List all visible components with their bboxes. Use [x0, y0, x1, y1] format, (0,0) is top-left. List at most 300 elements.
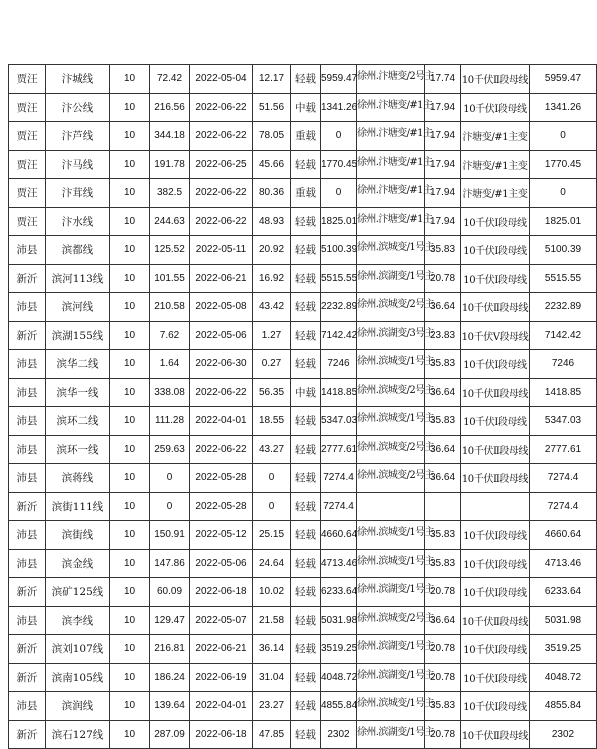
transformer-cell: 徐州.汴塘变/#1主 [357, 93, 425, 122]
date-cell: 2022-06-25 [190, 150, 253, 179]
spare-capacity-cell: 6233.64 [321, 578, 357, 607]
load-status-cell: 轻载 [291, 549, 321, 578]
load-status-cell: 轻载 [291, 293, 321, 322]
date-cell: 2022-05-07 [190, 606, 253, 635]
current-cell: 1.64 [150, 350, 190, 379]
district-cell: 沛县 [9, 378, 46, 407]
current-cell: 60.09 [150, 578, 190, 607]
transformer-cell: 徐州.滨湖变/3号主 [357, 321, 425, 350]
bus-cell: 10千伏Ⅴ段母线 [461, 321, 530, 350]
voltage-cell: 10 [110, 264, 150, 293]
line-name-cell: 滨矿125线 [46, 578, 110, 607]
transformer-cell: 徐州.汴塘变/#1主 [357, 150, 425, 179]
capacity-cell: 7142.42 [530, 321, 597, 350]
district-cell: 贾汪 [9, 93, 46, 122]
bus-cell: 10千伏Ⅰ段母线 [461, 692, 530, 721]
line-name-cell: 滨湖155线 [46, 321, 110, 350]
current-cell: 244.63 [150, 207, 190, 236]
load-status-cell: 轻载 [291, 321, 321, 350]
current-cell: 139.64 [150, 692, 190, 721]
line-name-cell: 滨街111线 [46, 492, 110, 521]
table-row [9, 264, 597, 293]
date-cell: 2022-05-28 [190, 464, 253, 493]
spare-capacity-cell: 7274.4 [321, 464, 357, 493]
current-cell: 147.86 [150, 549, 190, 578]
table-row [9, 521, 597, 550]
bus-cell: 10千伏Ⅰ段母线 [461, 578, 530, 607]
voltage-cell: 10 [110, 378, 150, 407]
load-rate-cell: 0 [253, 492, 291, 521]
spare-capacity-cell: 1418.85 [321, 378, 357, 407]
spare-capacity-cell: 2302 [321, 720, 357, 749]
line-name-cell: 滨石127线 [46, 720, 110, 749]
load-status-cell: 轻载 [291, 464, 321, 493]
spare-capacity-cell: 0 [321, 179, 357, 208]
date-cell: 2022-06-18 [190, 578, 253, 607]
capacity-cell: 4855.84 [530, 692, 597, 721]
line-name-cell: 汴公线 [46, 93, 110, 122]
date-cell: 2022-05-06 [190, 321, 253, 350]
table-row [9, 179, 597, 208]
table-row [9, 435, 597, 464]
table-row [9, 578, 597, 607]
date-cell: 2022-06-18 [190, 720, 253, 749]
current-cell: 210.58 [150, 293, 190, 322]
transformer-cell: 徐州.汴塘变/#1主 [357, 207, 425, 236]
load-rate-cell: 80.36 [253, 179, 291, 208]
load-status-cell: 中载 [291, 378, 321, 407]
transformer-cell: 徐州.滨湖变/1号主 [357, 264, 425, 293]
voltage-cell: 10 [110, 65, 150, 94]
load-status-cell: 轻载 [291, 65, 321, 94]
bus-cell: 10千伏Ⅰ段母线 [461, 264, 530, 293]
voltage-cell: 10 [110, 720, 150, 749]
date-cell: 2022-06-30 [190, 350, 253, 379]
line-name-cell: 滨华二线 [46, 350, 110, 379]
district-cell: 沛县 [9, 692, 46, 721]
transformer-load-cell: 35.83 [425, 236, 461, 265]
load-rate-cell: 0 [253, 464, 291, 493]
line-name-cell: 滨南105线 [46, 663, 110, 692]
line-name-cell: 滨都线 [46, 236, 110, 265]
spare-capacity-cell: 5959.47 [321, 65, 357, 94]
table-row [9, 464, 597, 493]
voltage-cell: 10 [110, 435, 150, 464]
current-cell: 287.09 [150, 720, 190, 749]
load-status-cell: 轻载 [291, 150, 321, 179]
capacity-cell: 5100.39 [530, 236, 597, 265]
table-row [9, 350, 597, 379]
transformer-load-cell: 20.78 [425, 720, 461, 749]
spare-capacity-cell: 5100.39 [321, 236, 357, 265]
load-status-cell: 轻载 [291, 435, 321, 464]
bus-cell: 10千伏Ⅰ段母线 [461, 93, 530, 122]
bus-cell: 10千伏Ⅰ段母线 [461, 635, 530, 664]
table-row [9, 720, 597, 749]
date-cell: 2022-05-04 [190, 65, 253, 94]
table-row [9, 122, 597, 151]
voltage-cell: 10 [110, 492, 150, 521]
transformer-cell: 徐州.汴塘变/2号主 [357, 65, 425, 94]
district-cell: 沛县 [9, 606, 46, 635]
transformer-cell: 徐州.滨湖变/1号主 [357, 663, 425, 692]
capacity-cell: 7246 [530, 350, 597, 379]
district-cell: 沛县 [9, 521, 46, 550]
transformer-cell: 徐州.滨城变/1号主 [357, 407, 425, 436]
district-cell: 新沂 [9, 321, 46, 350]
transformer-cell: 徐州.滨城变/2号主 [357, 606, 425, 635]
table-row [9, 606, 597, 635]
load-status-cell: 轻载 [291, 492, 321, 521]
spare-capacity-cell: 1341.26 [321, 93, 357, 122]
transformer-load-cell: 20.78 [425, 264, 461, 293]
spare-capacity-cell: 5347.03 [321, 407, 357, 436]
current-cell: 0 [150, 464, 190, 493]
bus-cell: 10千伏Ⅱ段母线 [461, 435, 530, 464]
load-status-cell: 重载 [291, 179, 321, 208]
table-body [9, 65, 597, 749]
district-cell: 新沂 [9, 635, 46, 664]
spare-capacity-cell: 5515.55 [321, 264, 357, 293]
transformer-load-cell: 35.83 [425, 521, 461, 550]
table-row [9, 635, 597, 664]
current-cell: 191.78 [150, 150, 190, 179]
transformer-load-cell: 17.74 [425, 65, 461, 94]
voltage-cell: 10 [110, 578, 150, 607]
spare-capacity-cell: 5031.98 [321, 606, 357, 635]
transformer-cell: 徐州.滨城变/1号主 [357, 350, 425, 379]
transformer-load-cell: 36.64 [425, 464, 461, 493]
date-cell: 2022-05-12 [190, 521, 253, 550]
voltage-cell: 10 [110, 350, 150, 379]
spare-capacity-cell: 4855.84 [321, 692, 357, 721]
load-status-cell: 轻载 [291, 207, 321, 236]
transformer-cell: 徐州.滨城变/2号主 [357, 293, 425, 322]
transformer-cell: 徐州.滨城变/1号主 [357, 236, 425, 265]
spare-capacity-cell: 2777.61 [321, 435, 357, 464]
transformer-cell: 徐州.滨湖变/1号主 [357, 578, 425, 607]
capacity-cell: 4713.46 [530, 549, 597, 578]
district-cell: 贾汪 [9, 65, 46, 94]
transformer-load-cell: 17.94 [425, 122, 461, 151]
district-cell: 沛县 [9, 464, 46, 493]
transformer-cell: 徐州.汴塘变/#1主 [357, 179, 425, 208]
transformer-load-cell: 23.83 [425, 321, 461, 350]
district-cell: 沛县 [9, 549, 46, 578]
voltage-cell: 10 [110, 692, 150, 721]
load-rate-cell: 31.04 [253, 663, 291, 692]
transformer-cell: 徐州.滨城变/1号主 [357, 549, 425, 578]
transformer-load-cell: 36.64 [425, 435, 461, 464]
line-name-cell: 滨环一线 [46, 435, 110, 464]
district-cell: 贾汪 [9, 179, 46, 208]
load-status-cell: 轻载 [291, 521, 321, 550]
transformer-load-cell: 20.78 [425, 663, 461, 692]
current-cell: 259.63 [150, 435, 190, 464]
load-rate-cell: 18.55 [253, 407, 291, 436]
bus-cell [461, 492, 530, 521]
current-cell: 150.91 [150, 521, 190, 550]
date-cell: 2022-06-22 [190, 207, 253, 236]
transformer-cell: 徐州.滨湖变/1号主 [357, 635, 425, 664]
load-rate-cell: 1.27 [253, 321, 291, 350]
load-rate-cell: 10.02 [253, 578, 291, 607]
bus-cell: 汴塘变/#1主变 [461, 150, 530, 179]
load-rate-cell: 12.17 [253, 65, 291, 94]
load-rate-cell: 45.66 [253, 150, 291, 179]
voltage-cell: 10 [110, 464, 150, 493]
district-cell: 新沂 [9, 578, 46, 607]
spare-capacity-cell: 4660.64 [321, 521, 357, 550]
district-cell: 新沂 [9, 720, 46, 749]
bus-cell: 10千伏Ⅱ段母线 [461, 293, 530, 322]
date-cell: 2022-05-11 [190, 236, 253, 265]
load-rate-cell: 78.05 [253, 122, 291, 151]
line-name-cell: 滨刘107线 [46, 635, 110, 664]
table-row [9, 663, 597, 692]
transformer-load-cell: 35.83 [425, 407, 461, 436]
bus-cell: 10千伏Ⅱ段母线 [461, 378, 530, 407]
load-rate-cell: 36.14 [253, 635, 291, 664]
capacity-cell: 2302 [530, 720, 597, 749]
voltage-cell: 10 [110, 549, 150, 578]
voltage-cell: 10 [110, 236, 150, 265]
spare-capacity-cell: 7142.42 [321, 321, 357, 350]
current-cell: 111.28 [150, 407, 190, 436]
load-rate-cell: 51.56 [253, 93, 291, 122]
capacity-cell: 1418.85 [530, 378, 597, 407]
capacity-cell: 5959.47 [530, 65, 597, 94]
date-cell: 2022-06-22 [190, 122, 253, 151]
transformer-load-cell: 35.83 [425, 549, 461, 578]
transformer-load-cell: 20.78 [425, 578, 461, 607]
load-rate-cell: 16.92 [253, 264, 291, 293]
transformer-cell: 徐州.滨城变/2号主 [357, 464, 425, 493]
capacity-cell: 3519.25 [530, 635, 597, 664]
voltage-cell: 10 [110, 663, 150, 692]
load-rate-cell: 43.27 [253, 435, 291, 464]
transformer-load-cell: 36.64 [425, 378, 461, 407]
load-rate-cell: 43.42 [253, 293, 291, 322]
capacity-cell: 5515.55 [530, 264, 597, 293]
line-name-cell: 滨街线 [46, 521, 110, 550]
load-rate-cell: 47.85 [253, 720, 291, 749]
date-cell: 2022-06-22 [190, 179, 253, 208]
load-rate-cell: 24.64 [253, 549, 291, 578]
capacity-cell: 1770.45 [530, 150, 597, 179]
table-row [9, 492, 597, 521]
transformer-load-cell: 17.94 [425, 207, 461, 236]
current-cell: 344.18 [150, 122, 190, 151]
transformer-cell: 徐州.滨湖变/1号主 [357, 720, 425, 749]
bus-cell: 10千伏Ⅱ段母线 [461, 720, 530, 749]
transformer-load-cell: 36.64 [425, 293, 461, 322]
spare-capacity-cell: 1825.01 [321, 207, 357, 236]
capacity-cell: 0 [530, 179, 597, 208]
table-row [9, 293, 597, 322]
load-rate-cell: 56.35 [253, 378, 291, 407]
capacity-cell: 2232.89 [530, 293, 597, 322]
transformer-cell: 徐州.滨城变/2号主 [357, 378, 425, 407]
current-cell: 72.42 [150, 65, 190, 94]
transformer-cell: 徐州.汴塘变/#1主 [357, 122, 425, 151]
feeder-load-table [8, 64, 597, 749]
current-cell: 0 [150, 492, 190, 521]
spare-capacity-cell: 7246 [321, 350, 357, 379]
load-rate-cell: 20.92 [253, 236, 291, 265]
date-cell: 2022-05-06 [190, 549, 253, 578]
bus-cell: 10千伏Ⅱ段母线 [461, 65, 530, 94]
spare-capacity-cell: 2232.89 [321, 293, 357, 322]
table-row [9, 65, 597, 94]
district-cell: 贾汪 [9, 207, 46, 236]
line-name-cell: 滨环二线 [46, 407, 110, 436]
capacity-cell: 4048.72 [530, 663, 597, 692]
district-cell: 新沂 [9, 663, 46, 692]
date-cell: 2022-05-28 [190, 492, 253, 521]
current-cell: 338.08 [150, 378, 190, 407]
district-cell: 沛县 [9, 236, 46, 265]
line-name-cell: 滨华一线 [46, 378, 110, 407]
voltage-cell: 10 [110, 407, 150, 436]
load-rate-cell: 0.27 [253, 350, 291, 379]
transformer-cell: 徐州.滨城变/1号主 [357, 692, 425, 721]
table-row [9, 236, 597, 265]
current-cell: 216.56 [150, 93, 190, 122]
voltage-cell: 10 [110, 150, 150, 179]
capacity-cell: 1341.26 [530, 93, 597, 122]
table-row [9, 150, 597, 179]
line-name-cell: 滨蒋线 [46, 464, 110, 493]
district-cell: 新沂 [9, 264, 46, 293]
line-name-cell: 汴茸线 [46, 179, 110, 208]
current-cell: 216.81 [150, 635, 190, 664]
bus-cell: 10千伏Ⅰ段母线 [461, 207, 530, 236]
transformer-load-cell: 17.94 [425, 150, 461, 179]
line-name-cell: 汴水线 [46, 207, 110, 236]
table-row [9, 549, 597, 578]
capacity-cell: 5347.03 [530, 407, 597, 436]
spare-capacity-cell: 4713.46 [321, 549, 357, 578]
current-cell: 125.52 [150, 236, 190, 265]
date-cell: 2022-06-21 [190, 635, 253, 664]
bus-cell: 汴塘变/#1主变 [461, 179, 530, 208]
bus-cell: 汴塘变/#1主变 [461, 122, 530, 151]
transformer-cell [357, 492, 425, 521]
line-name-cell: 滨金线 [46, 549, 110, 578]
capacity-cell: 6233.64 [530, 578, 597, 607]
bus-cell: 10千伏Ⅰ段母线 [461, 407, 530, 436]
current-cell: 7.62 [150, 321, 190, 350]
table-row [9, 407, 597, 436]
load-status-cell: 轻载 [291, 350, 321, 379]
table-row [9, 378, 597, 407]
voltage-cell: 10 [110, 179, 150, 208]
date-cell: 2022-06-22 [190, 378, 253, 407]
voltage-cell: 10 [110, 207, 150, 236]
load-status-cell: 重载 [291, 122, 321, 151]
voltage-cell: 10 [110, 321, 150, 350]
bus-cell: 10千伏Ⅱ段母线 [461, 606, 530, 635]
district-cell: 沛县 [9, 435, 46, 464]
voltage-cell: 10 [110, 122, 150, 151]
transformer-load-cell: 20.78 [425, 635, 461, 664]
line-name-cell: 滨润线 [46, 692, 110, 721]
load-status-cell: 轻载 [291, 663, 321, 692]
bus-cell: 10千伏Ⅰ段母线 [461, 236, 530, 265]
spare-capacity-cell: 4048.72 [321, 663, 357, 692]
transformer-load-cell: 35.83 [425, 692, 461, 721]
load-rate-cell: 21.58 [253, 606, 291, 635]
spare-capacity-cell: 3519.25 [321, 635, 357, 664]
date-cell: 2022-04-01 [190, 407, 253, 436]
transformer-cell: 徐州.滨城变/2号主 [357, 435, 425, 464]
transformer-load-cell: 17.94 [425, 93, 461, 122]
load-rate-cell: 25.15 [253, 521, 291, 550]
bus-cell: 10千伏Ⅰ段母线 [461, 521, 530, 550]
district-cell: 沛县 [9, 350, 46, 379]
load-status-cell: 轻载 [291, 407, 321, 436]
bus-cell: 10千伏Ⅱ段母线 [461, 464, 530, 493]
capacity-cell: 1825.01 [530, 207, 597, 236]
table-row [9, 207, 597, 236]
table-row [9, 692, 597, 721]
date-cell: 2022-04-01 [190, 692, 253, 721]
bus-cell: 10千伏Ⅰ段母线 [461, 350, 530, 379]
current-cell: 186.24 [150, 663, 190, 692]
date-cell: 2022-06-19 [190, 663, 253, 692]
capacity-cell: 2777.61 [530, 435, 597, 464]
date-cell: 2022-06-22 [190, 435, 253, 464]
district-cell: 贾汪 [9, 150, 46, 179]
capacity-cell: 7274.4 [530, 492, 597, 521]
district-cell: 新沂 [9, 492, 46, 521]
table-row [9, 321, 597, 350]
transformer-cell: 徐州.滨城变/1号主 [357, 521, 425, 550]
transformer-load-cell [425, 492, 461, 521]
voltage-cell: 10 [110, 635, 150, 664]
voltage-cell: 10 [110, 293, 150, 322]
load-status-cell: 轻载 [291, 264, 321, 293]
load-rate-cell: 23.27 [253, 692, 291, 721]
date-cell: 2022-06-21 [190, 264, 253, 293]
load-status-cell: 轻载 [291, 578, 321, 607]
voltage-cell: 10 [110, 606, 150, 635]
spare-capacity-cell: 7274.4 [321, 492, 357, 521]
current-cell: 101.55 [150, 264, 190, 293]
load-status-cell: 轻载 [291, 635, 321, 664]
line-name-cell: 汴芦线 [46, 122, 110, 151]
date-cell: 2022-06-22 [190, 93, 253, 122]
line-name-cell: 汴城线 [46, 65, 110, 94]
district-cell: 沛县 [9, 407, 46, 436]
capacity-cell: 5031.98 [530, 606, 597, 635]
current-cell: 129.47 [150, 606, 190, 635]
district-cell: 沛县 [9, 293, 46, 322]
voltage-cell: 10 [110, 93, 150, 122]
transformer-load-cell: 35.83 [425, 350, 461, 379]
load-status-cell: 轻载 [291, 606, 321, 635]
line-name-cell: 滨河113线 [46, 264, 110, 293]
load-rate-cell: 48.93 [253, 207, 291, 236]
load-status-cell: 中载 [291, 93, 321, 122]
spare-capacity-cell: 0 [321, 122, 357, 151]
transformer-load-cell: 36.64 [425, 606, 461, 635]
load-status-cell: 轻载 [291, 236, 321, 265]
capacity-cell: 0 [530, 122, 597, 151]
district-cell: 贾汪 [9, 122, 46, 151]
transformer-load-cell: 17.94 [425, 179, 461, 208]
